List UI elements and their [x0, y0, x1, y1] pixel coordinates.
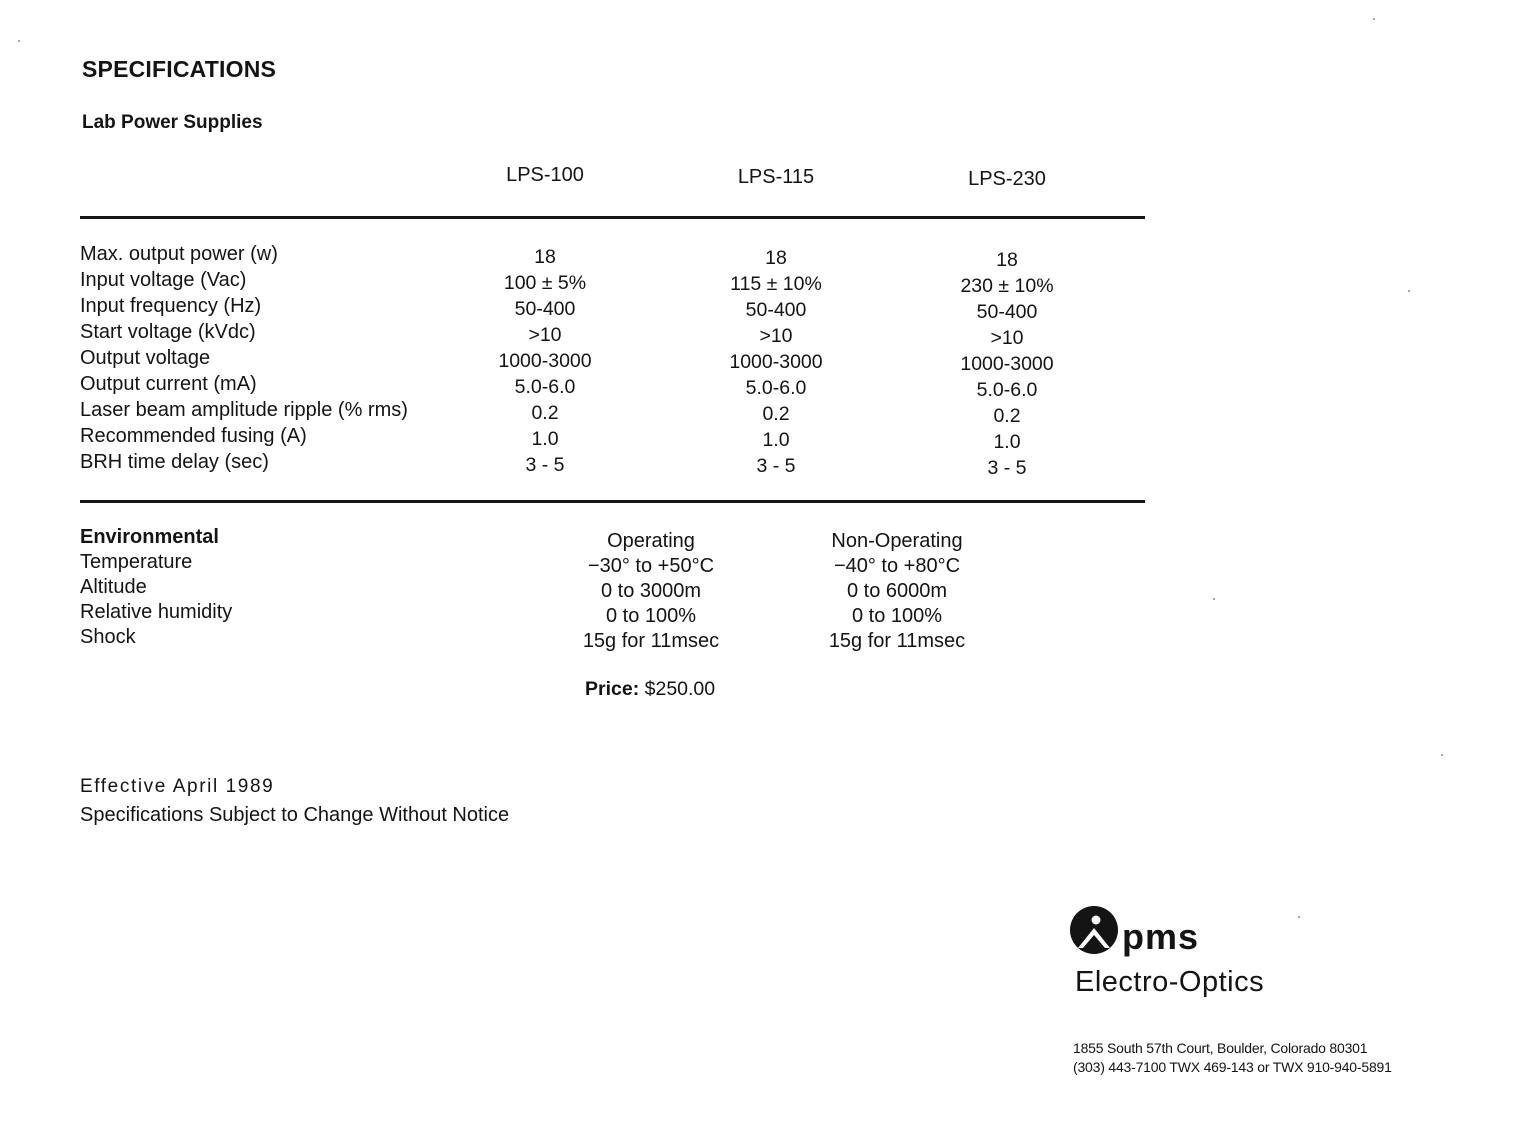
lps-230-values [927, 247, 1087, 481]
spec-label: Laser beam amplitude ripple (% rms) [80, 399, 408, 421]
spec-label: Input frequency (Hz) [80, 295, 262, 317]
company-address [1073, 1039, 1392, 1077]
env-value: −30° to +50°C [587, 555, 715, 577]
lps-115-values [696, 245, 856, 479]
env-value: 0 to 3000m [600, 580, 702, 602]
env-value: 0 to 6000m [846, 580, 948, 602]
spec-value: 18 [765, 247, 787, 269]
env-value: 0 to 100% [851, 605, 943, 627]
spec-value: 3 - 5 [987, 457, 1027, 479]
spec-value: 50-400 [745, 299, 807, 321]
paper-speck [18, 40, 20, 42]
spec-label: BRH time delay (sec) [80, 451, 269, 473]
table-top-rule [80, 216, 1145, 219]
spec-value: 50-400 [976, 301, 1038, 323]
address-line: (303) 443-7100 TWX 469-143 or TWX 910-940-5891 [1073, 1059, 1392, 1075]
spec-value: 1.0 [531, 428, 559, 450]
spec-value: 18 [996, 249, 1018, 271]
spec-value: 1000-3000 [729, 351, 823, 373]
operating-header: Operating [607, 530, 695, 552]
spec-value: 1.0 [993, 431, 1021, 453]
spec-value: 230 ± 10% [960, 275, 1054, 297]
company-logo-text: pms [1122, 916, 1200, 957]
non-operating-header: Non-Operating [831, 530, 963, 552]
env-label: Shock [80, 626, 136, 648]
spec-value: 100 ± 5% [503, 272, 587, 294]
paper-speck [1298, 916, 1300, 918]
spec-label: Input voltage (Vac) [80, 269, 247, 291]
column-header-lps-230: LPS-230 [968, 168, 1046, 190]
environmental-labels [80, 525, 232, 650]
spec-value: 3 - 5 [525, 454, 565, 476]
paper-speck [1441, 754, 1443, 756]
lps-100-values [465, 244, 625, 478]
paper-speck [1373, 18, 1375, 20]
operating-column [541, 529, 761, 654]
spec-value: >10 [528, 324, 562, 346]
env-value: 0 to 100% [605, 605, 697, 627]
spec-label: Output voltage [80, 347, 211, 369]
change-notice: Specifications Subject to Change Without Notice [80, 804, 510, 826]
page-title: SPECIFICATIONS [82, 56, 277, 82]
paper-speck [1408, 290, 1410, 292]
section-subtitle: Lab Power Supplies [82, 112, 263, 133]
env-label: Temperature [80, 551, 193, 573]
price-value: $250.00 [644, 678, 716, 700]
price [585, 678, 715, 701]
spec-value: 5.0-6.0 [976, 379, 1038, 401]
address-line: 1855 South 57th Court, Boulder, Colorado 80301 [1073, 1040, 1368, 1056]
non-operating-column [787, 529, 1007, 654]
spec-label: Output current (mA) [80, 373, 257, 395]
env-label: Relative humidity [80, 601, 233, 623]
spec-value: 50-400 [514, 298, 576, 320]
env-value: 15g for 11msec [582, 630, 720, 652]
spec-value: 0.2 [531, 402, 559, 424]
column-header-lps-100: LPS-100 [506, 164, 584, 186]
spec-value: 1000-3000 [498, 350, 592, 372]
paper-speck [1213, 598, 1215, 600]
env-value: −40° to +80°C [833, 555, 961, 577]
spec-labels [80, 241, 408, 475]
table-bottom-rule [80, 500, 1145, 503]
spec-label: Recommended fusing (A) [80, 425, 307, 447]
spec-value: 1.0 [762, 429, 790, 451]
spec-value: >10 [759, 325, 793, 347]
spec-value: 1000-3000 [960, 353, 1054, 375]
spec-value: 115 ± 10% [730, 273, 822, 295]
spec-value: 18 [534, 246, 556, 268]
company-division: Electro-Optics [1075, 966, 1265, 998]
env-label: Altitude [80, 576, 147, 598]
spec-label: Max. output power (w) [80, 243, 278, 265]
environmental-heading: Environmental [80, 526, 219, 548]
spec-value: 0.2 [993, 405, 1021, 427]
pms-logo-icon [1068, 904, 1120, 956]
spec-value: 3 - 5 [756, 455, 796, 477]
spec-value: 5.0-6.0 [514, 376, 576, 398]
spec-value: 0.2 [762, 403, 790, 425]
spec-value: 5.0-6.0 [745, 377, 807, 399]
env-value: 15g for 11msec [828, 630, 966, 652]
column-header-lps-115: LPS-115 [737, 166, 815, 188]
spec-label: Start voltage (kVdc) [80, 321, 256, 343]
spec-value: >10 [990, 327, 1024, 349]
effective-date: Effective April 1989 [80, 776, 275, 797]
price-label: Price: [585, 678, 640, 700]
